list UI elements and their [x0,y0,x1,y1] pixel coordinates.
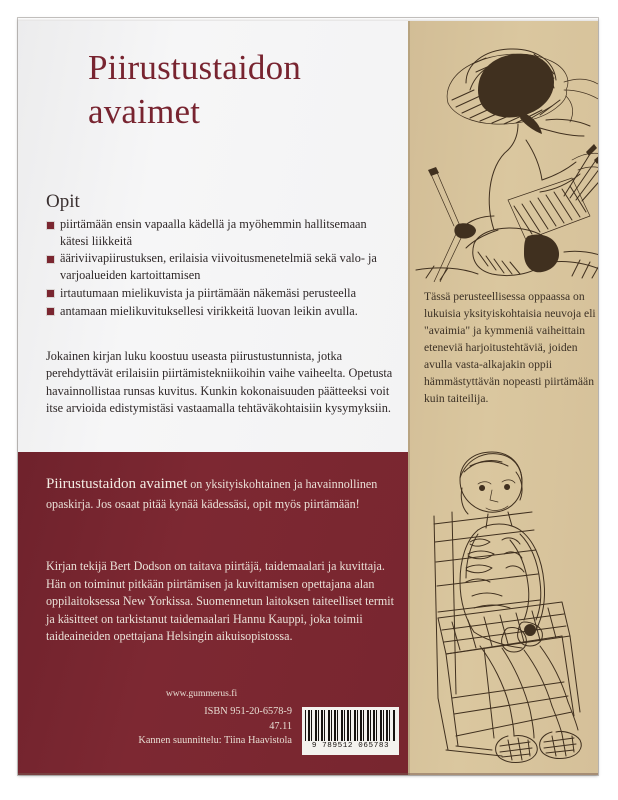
barcode-bars [305,710,396,741]
barcode-digits: 9 789512 065783 [311,742,390,750]
intro-paragraph: Jokainen kirjan luku koostuu useasta piirustustunnista, jotka perehdyttävät erilaisiin piirtämistekniikoihin vaihe vaiheelta. Opetusta havainnollistaa runsas kuvitus. Kunkin kokonaisuuden päätteeksi voit itse arvioida edistymistäsi vastaamalla tehtäväkohtaisiin kysymyksiin. [46,349,393,416]
list-item: antamaan mielikuvituksellesi virikkeitä luovan leikin avulla. [46,303,394,320]
isbn-barcode [302,707,399,755]
illustration-woman-with-hat [414,20,598,282]
blurb-rest: on yksityiskohtainen ja havainnollinen opaskirja. Jos osaat pitää kynää kädessäsi, opit myös piirtämään! [46,477,378,511]
blurb-title-inline: Piirustustaidon avaimet [46,476,188,492]
isbn-text: ISBN 951-20-6578-9 [204,706,292,718]
price-code: 47.11 [269,720,292,732]
list-item: piirtämään ensin vapaalla kädellä ja myöhemmin hallitsemaan kätesi liikkeitä [46,216,394,249]
learn-heading: Opit [46,191,80,212]
book-back-cover [18,18,598,775]
list-item: irtautumaan mielikuvista ja piirtämään näkemäsi perusteella [46,285,394,302]
tan-panel [408,18,598,775]
page-bottom-edge [18,773,598,775]
publisher-url[interactable]: www.gummerus.fi [165,687,238,699]
page-title [88,46,398,134]
white-panel [18,18,408,452]
burgundy-panel [18,452,408,775]
learn-bullet-list [46,216,394,320]
tan-column-paragraph: Tässä perusteellisessa oppaassa on lukuisia yksityiskohtaisia neuvoja eli "avaimia" ja kymmeniä vaiheittain eteneviä harjoitustehtäviä, joiden avulla vasta-alkajakin oppii hämmästyttävän nopeasti piirtämään kuin taiteilija. [424,290,596,406]
author-paragraph: Kirjan tekijä Bert Dodson on taitava piirtäjä, taidemaalari ja kuvittaja. Hän on toiminut pitkään piirtämisen ja kuvittamisen opettajana alan oppilaitoksessa New Yorkissa. Suomennetun laitoksen taiteelliset termit ja käsitteet on tarkistanut taidemaalari Hannu Kauppi, joka toimii taideaineiden opettajana Helsingin aikuisopistossa. [46,559,394,644]
cover-design-credit: Kannen suunnittelu: Tiina Haavistola [138,735,292,747]
panel-divider [408,18,410,775]
page-top-edge [18,18,598,21]
list-item: ääriviivapiirustuksen, erilaisia viivoitusmenetelmiä sekä valo- ja varjoalueiden kartoittamisen [46,250,394,283]
title-line-2: avaimet [88,92,201,132]
illustration-child-on-chair [412,450,598,770]
blurb-paragraph [46,474,391,513]
title-line-1: Piirustustaidon [88,48,302,87]
